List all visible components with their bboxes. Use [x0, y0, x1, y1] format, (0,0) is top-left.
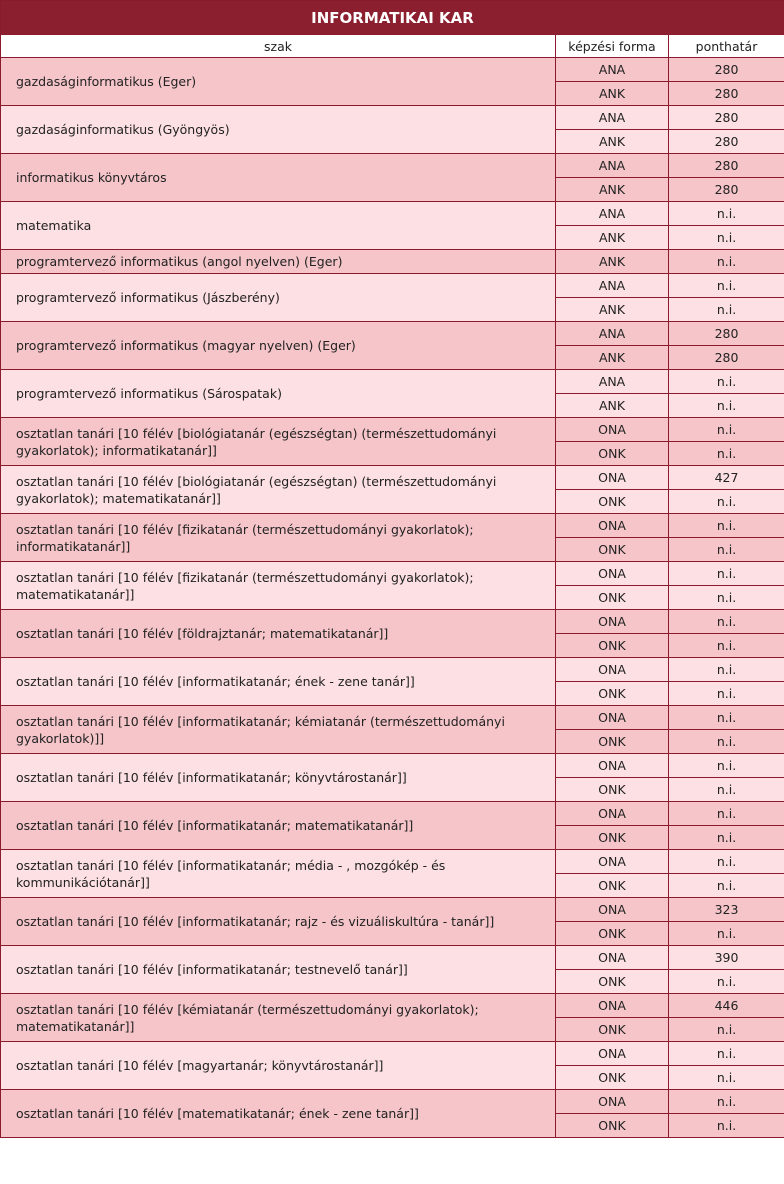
training-form: ONA — [556, 466, 669, 490]
program-name: programtervező informatikus (Sárospatak) — [1, 370, 556, 418]
score-threshold: n.i. — [669, 298, 784, 322]
score-threshold: n.i. — [669, 874, 784, 898]
program-name: osztatlan tanári [10 félév [informatikatanár; ének - zene tanár]] — [1, 658, 556, 706]
score-threshold: 390 — [669, 946, 784, 970]
program-name: osztatlan tanári [10 félév [biológiatanár (egészségtan) (természettudományi gyakorlatok); matematikatanár]] — [1, 466, 556, 514]
score-threshold: n.i. — [669, 514, 784, 538]
score-threshold: n.i. — [669, 202, 784, 226]
program-name: programtervező informatikus (angol nyelven) (Eger) — [1, 250, 556, 274]
column-header-szak: szak — [1, 35, 556, 58]
training-form: ONA — [556, 418, 669, 442]
program-name: osztatlan tanári [10 félév [informatikatanár; kémiatanár (természettudományi gyakorlatok)]] — [1, 706, 556, 754]
table-row — [1, 250, 784, 274]
table-row — [1, 418, 784, 442]
training-form: ANA — [556, 58, 669, 82]
training-form: ONK — [556, 1114, 669, 1138]
table-row — [1, 1042, 784, 1066]
table-row — [1, 466, 784, 490]
training-form: ONK — [556, 1018, 669, 1042]
training-form: ANK — [556, 298, 669, 322]
training-form: ANK — [556, 130, 669, 154]
training-form: ONA — [556, 1042, 669, 1066]
score-threshold: n.i. — [669, 562, 784, 586]
training-form: ANA — [556, 322, 669, 346]
training-form: ONA — [556, 754, 669, 778]
score-threshold: 427 — [669, 466, 784, 490]
column-header-forma: képzési forma — [556, 35, 669, 58]
program-name: osztatlan tanári [10 félév [fizikatanár (természettudományi gyakorlatok); informatikatanár]] — [1, 514, 556, 562]
training-form: ONK — [556, 826, 669, 850]
score-threshold: n.i. — [669, 634, 784, 658]
training-form: ONA — [556, 898, 669, 922]
table-row — [1, 754, 784, 778]
table-title: INFORMATIKAI KAR — [1, 1, 784, 35]
table-row — [1, 706, 784, 730]
training-form: ONK — [556, 874, 669, 898]
score-threshold: n.i. — [669, 658, 784, 682]
score-threshold: 280 — [669, 154, 784, 178]
training-form: ANA — [556, 154, 669, 178]
training-form: ONA — [556, 994, 669, 1018]
score-threshold: n.i. — [669, 610, 784, 634]
training-form: ONA — [556, 946, 669, 970]
program-name: osztatlan tanári [10 félév [földrajztanár; matematikatanár]] — [1, 610, 556, 658]
score-threshold: n.i. — [669, 274, 784, 298]
score-threshold: 280 — [669, 178, 784, 202]
training-form: ONK — [556, 1066, 669, 1090]
program-name: programtervező informatikus (Jászberény) — [1, 274, 556, 322]
training-form: ONK — [556, 442, 669, 466]
score-threshold: 280 — [669, 130, 784, 154]
score-threshold: n.i. — [669, 802, 784, 826]
score-threshold: 280 — [669, 322, 784, 346]
header-row — [1, 35, 784, 58]
training-form: ONK — [556, 538, 669, 562]
training-form: ONK — [556, 634, 669, 658]
score-threshold: n.i. — [669, 682, 784, 706]
table-row — [1, 898, 784, 922]
table-row — [1, 1090, 784, 1114]
table-row — [1, 658, 784, 682]
program-name: osztatlan tanári [10 félév [biológiatanár (egészségtan) (természettudományi gyakorlatok); informatikatanár]] — [1, 418, 556, 466]
table-row — [1, 802, 784, 826]
score-threshold: n.i. — [669, 418, 784, 442]
training-form: ONA — [556, 850, 669, 874]
table-row — [1, 946, 784, 970]
score-threshold: n.i. — [669, 1114, 784, 1138]
program-name: informatikus könyvtáros — [1, 154, 556, 202]
column-header-ponthatar: ponthatár — [669, 35, 784, 58]
score-threshold: n.i. — [669, 922, 784, 946]
training-form: ANK — [556, 250, 669, 274]
score-threshold: n.i. — [669, 394, 784, 418]
score-threshold: 280 — [669, 346, 784, 370]
score-threshold: n.i. — [669, 826, 784, 850]
score-threshold: n.i. — [669, 1018, 784, 1042]
score-threshold: n.i. — [669, 1090, 784, 1114]
score-threshold: n.i. — [669, 1066, 784, 1090]
score-threshold: n.i. — [669, 442, 784, 466]
program-name: osztatlan tanári [10 félév [fizikatanár (természettudományi gyakorlatok); matematikatanár]] — [1, 562, 556, 610]
training-form: ONK — [556, 730, 669, 754]
program-name: osztatlan tanári [10 félév [informatikatanár; testnevelő tanár]] — [1, 946, 556, 994]
training-form: ANK — [556, 226, 669, 250]
training-form: ANA — [556, 370, 669, 394]
training-form: ONK — [556, 682, 669, 706]
table-row — [1, 274, 784, 298]
title-row — [1, 1, 784, 35]
training-form: ANK — [556, 178, 669, 202]
score-threshold: n.i. — [669, 970, 784, 994]
table-row — [1, 994, 784, 1018]
training-form: ONA — [556, 802, 669, 826]
program-name: osztatlan tanári [10 félév [informatikatanár; könyvtárostanár]] — [1, 754, 556, 802]
table-row — [1, 514, 784, 538]
program-name: osztatlan tanári [10 félév [informatikatanár; matematikatanár]] — [1, 802, 556, 850]
score-threshold: n.i. — [669, 850, 784, 874]
training-form: ONK — [556, 970, 669, 994]
training-form: ONA — [556, 1090, 669, 1114]
program-name: osztatlan tanári [10 félév [matematikatanár; ének - zene tanár]] — [1, 1090, 556, 1138]
training-form: ONA — [556, 706, 669, 730]
score-threshold: n.i. — [669, 226, 784, 250]
table-row — [1, 850, 784, 874]
training-form: ANK — [556, 346, 669, 370]
training-form: ONK — [556, 922, 669, 946]
program-name: matematika — [1, 202, 556, 250]
training-form: ONA — [556, 658, 669, 682]
training-form: ONK — [556, 586, 669, 610]
program-name: osztatlan tanári [10 félév [kémiatanár (természettudományi gyakorlatok); matematikatanár]] — [1, 994, 556, 1042]
score-threshold: n.i. — [669, 250, 784, 274]
training-form: ANA — [556, 202, 669, 226]
table-row — [1, 106, 784, 130]
program-name: gazdaságinformatikus (Gyöngyös) — [1, 106, 556, 154]
training-form: ANK — [556, 394, 669, 418]
score-threshold: 280 — [669, 58, 784, 82]
table-row — [1, 154, 784, 178]
score-threshold: n.i. — [669, 754, 784, 778]
table-row — [1, 610, 784, 634]
score-threshold: n.i. — [669, 730, 784, 754]
program-name: osztatlan tanári [10 félév [informatikatanár; rajz - és vizuáliskultúra - tanár]] — [1, 898, 556, 946]
table-body — [1, 58, 784, 1138]
score-threshold: 323 — [669, 898, 784, 922]
program-name: gazdaságinformatikus (Eger) — [1, 58, 556, 106]
table-row — [1, 202, 784, 226]
program-name: osztatlan tanári [10 félév [magyartanár; könyvtárostanár]] — [1, 1042, 556, 1090]
training-form: ONK — [556, 778, 669, 802]
table-row — [1, 58, 784, 82]
score-threshold: n.i. — [669, 538, 784, 562]
table-row — [1, 562, 784, 586]
table-row — [1, 370, 784, 394]
training-form: ONA — [556, 610, 669, 634]
score-threshold: n.i. — [669, 586, 784, 610]
score-threshold: n.i. — [669, 778, 784, 802]
training-form: ONK — [556, 490, 669, 514]
training-form: ANK — [556, 82, 669, 106]
score-threshold: n.i. — [669, 370, 784, 394]
score-threshold: n.i. — [669, 490, 784, 514]
program-name: programtervező informatikus (magyar nyelven) (Eger) — [1, 322, 556, 370]
score-threshold: 280 — [669, 106, 784, 130]
training-form: ONA — [556, 562, 669, 586]
table-row — [1, 322, 784, 346]
training-form: ANA — [556, 106, 669, 130]
training-form: ANA — [556, 274, 669, 298]
score-threshold: n.i. — [669, 706, 784, 730]
score-threshold: 446 — [669, 994, 784, 1018]
training-form: ONA — [556, 514, 669, 538]
score-threshold: 280 — [669, 82, 784, 106]
program-name: osztatlan tanári [10 félév [informatikatanár; média - , mozgókép - és kommunikációtanár]] — [1, 850, 556, 898]
score-threshold: n.i. — [669, 1042, 784, 1066]
